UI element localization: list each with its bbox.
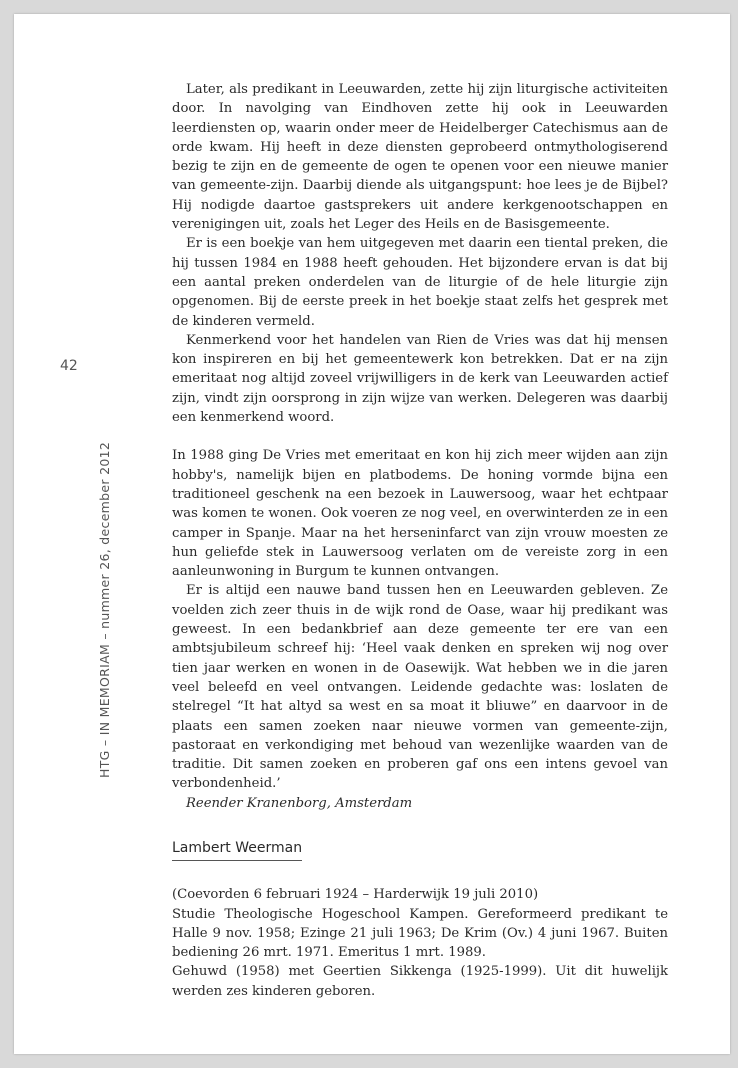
paragraph: Later, als predikant in Leeuwarden, zette hij zijn liturgische activiteiten door. In navolging van Eindhoven zette hij ook in Leeuwarden leerdiensten op, waarin onder meer de Heidelberger Catechismus aan de orde kwam. Hij heeft in deze diensten geprobeerd ontmythologiserend bezig te zijn en de gemeente de ogen te openen voor een nieuwe manier van gemeente-zijn. Daarbij diende als uitgangspunt: hoe lees je de Bijbel? Hij nodigde daartoe gastsprekers uit andere kerkgenootschappen en verenigingen uit, zoals het Leger des Heils en de Basisgemeente. bbox=[172, 82, 668, 233]
body-text bbox=[172, 80, 668, 1001]
page-number: 42 bbox=[60, 358, 78, 374]
bio-family: Gehuwd (1958) met Geertien Sikkenga (1925-1999). Uit dit huwelijk werden zes kinderen geboren. bbox=[172, 964, 668, 999]
bio-dates: (Coevorden 6 februari 1924 – Harderwijk 19 juli 2010) bbox=[172, 887, 539, 903]
paragraph: Kenmerkend voor het handelen van Rien de Vries was dat hij mensen kon inspireren en bij het gemeentewerk kon betrekken. Dat er na zijn emeritaat nog altijd zoveel vrijwilligers in de kerk van Leeuwarden actief zijn, vindt zijn oorsprong in zijn wijze van werken. Delegeren was daarbij een kenmerkend woord. bbox=[172, 332, 668, 426]
running-head: HTG – IN MEMORIAM – nummer 26, december 2012 bbox=[97, 441, 112, 778]
document-page bbox=[14, 14, 730, 1054]
section-heading: Lambert Weerman bbox=[172, 839, 302, 861]
paragraph: Er is altijd een nauwe band tussen hen en Leeuwarden gebleven. Ze voelden zich zeer thuis in de wijk rond de Oase, waar hij predikant was geweest. In een bedankbrief aan deze gemeente ter ere van een ambtsjubileum schreef hij: ‘Heel vaak denken en spreken wij nog over tien jaar werken en wonen in de Oasewijk. Wat hebben we in die jaren veel beleefd en veel ontvangen. Leidende gedachte was: loslaten de stelregel “It hat altyd sa west en sa moat it bliuwe” en daarvoor in de plaats een samen zoeken naar nieuwe vormen van gemeente-zijn, pastoraat en verkondiging met behoud van wezenlijke waarden van de traditie. Dit samen zoeken en proberen gaf ons een intens gevoel van verbondenheid.’ bbox=[172, 583, 668, 792]
author-signature: Reender Kranenborg, Amsterdam bbox=[186, 795, 413, 811]
paragraph: Er is een boekje van hem uitgegeven met daarin een tiental preken, die hij tussen 1984 en 1988 heeft gehouden. Het bijzondere ervan is dat bij een aantal preken onderdelen van de liturgie of de hele liturgie zijn opgenomen. Bij de eerste preek in het boekje staat zelfs het gesprek met de kinderen vermeld. bbox=[172, 236, 668, 329]
paragraph: In 1988 ging De Vries met emeritaat en kon hij zich meer wijden aan zijn hobby's, namelijk bijen en platbodems. De honing vormde bijna een traditioneel geschenk na een bezoek in Lauwersoog, waar het echtpaar was komen te wonen. Ook voeren ze nog veel, en overwinterden ze in een camper in Spanje. Maar na het herseninfarct van zijn vrouw moesten ze hun geliefde stek in Lauwersoog verlaten om de vereiste zorg in een aanleunwoning in Burgum te kunnen ontvangen. bbox=[172, 448, 668, 580]
bio-career: Studie Theologische Hogeschool Kampen. Gereformeerd predikant te Halle 9 nov. 1958; Ezinge 21 juli 1963; De Krim (Ov.) 4 juni 1967. Buiten bediening 26 mrt. 1971. Emeritus 1 mrt. 1989. bbox=[172, 906, 668, 961]
paragraph-gap bbox=[172, 427, 668, 446]
